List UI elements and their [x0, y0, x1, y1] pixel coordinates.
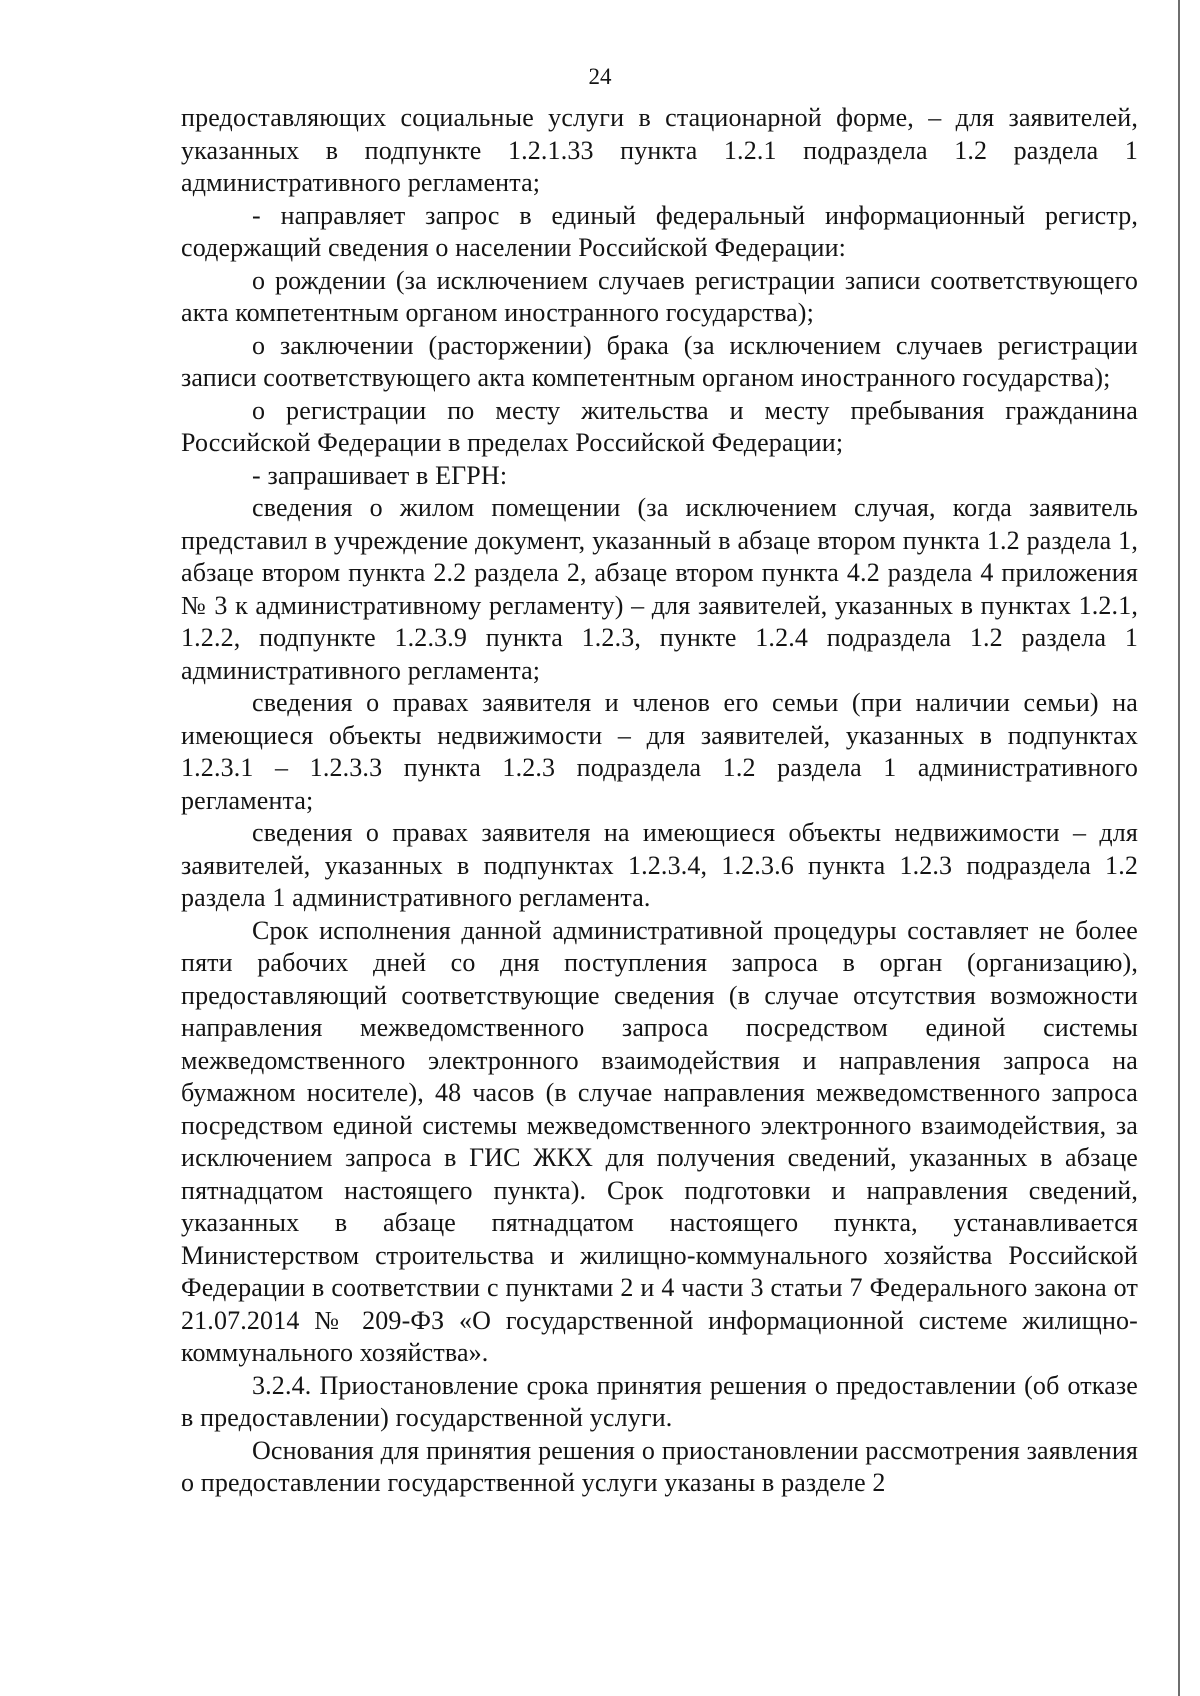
paragraph-marriage: о заключении (расторжении) брака (за исключением случаев регистрации записи соответствующего акта компетентным органом иностранного государства);: [181, 330, 1138, 392]
paragraph-register-request: - направляет запрос в единый федеральный информационный регистр, содержащий сведения о населении Российской Федерации:: [181, 200, 1138, 262]
page-edge-line: [1178, 0, 1180, 1696]
paragraph-birth: о рождении (за исключением случаев регистрации записи соответствующего акта компетентным органом иностранного государства);: [181, 265, 1138, 327]
paragraph-applicant-rights: сведения о правах заявителя на имеющиеся объекты недвижимости – для заявителей, указанных в подпунктах 1.2.3.4, 1.2.3.6 пункта 1.2.3 подраздела 1.2 раздела 1 административного регламента.: [181, 818, 1138, 912]
paragraph-dwelling-info: сведения о жилом помещении (за исключением случая, когда заявитель представил в учреждение документ, указанный в абзаце втором пункта 1.2 раздела 1, абзаце втором пункта 2.2 раздела 2, абзаце втором пункта 4.2 раздела 4 приложения № 3 к административному регламенту) – для заявителей, указанных в пунктах 1.2.1, 1.2.2, подпункте 1.2.3.9 пункта 1.2.3, пункте 1.2.4 подраздела 1.2 раздела 1 административного регламента;: [181, 493, 1138, 685]
paragraph-deadline: Срок исполнения данной административной процедуры составляет не более пяти рабочих дней со дня поступления запроса в орган (организацию), предоставляющий соответствующие сведения (в случае отсутствия возможности направления межведомственного запроса посредством единой системы межведомственного электронного взаимодействия и направления запроса на бумажном носителе), 48 часов (в случае направления межведомственного запроса посредством единой системы межведомственного электронного взаимодействия, за исключением запроса в ГИС ЖКХ для получения сведений, указанных в абзаце пятнадцатом настоящего пункта). Срок подготовки и направления сведений, указанных в абзаце пятнадцатом настоящего пункта, устанавливается Министерством строительства и жилищно-коммунального хозяйства Российской Федерации в соответствии с пунктами 2 и 4 части 3 статьи 7 Федерального закона от 21.07.2014 № 209-ФЗ «О государственной информационной системе жилищно-коммунального хозяйства».: [181, 915, 1138, 1367]
page-number: 24: [588, 64, 612, 89]
paragraph-egrn-request: - запрашивает в ЕГРН:: [252, 460, 508, 490]
paragraph-family-rights: сведения о правах заявителя и членов его семьи (при наличии семьи) на имеющиеся объекты недвижимости – для заявителей, указанных в подпунктах 1.2.3.1 – 1.2.3.3 пункта 1.2.3 подраздела 1.2 раздела 1 административного регламента;: [181, 688, 1138, 815]
paragraph-continuation: предоставляющих социальные услуги в стационарной форме, – для заявителей, указанных в подпункте 1.2.1.33 пункта 1.2.1 подраздела 1.2 раздела 1 административного регламента;: [181, 103, 1138, 197]
paragraph-registration: о регистрации по месту жительства и месту пребывания гражданина Российской Федерации в пределах Российской Федерации;: [181, 395, 1138, 457]
paragraph-suspension-grounds: Основания для принятия решения о приостановлении рассмотрения заявления о предоставлении государственной услуги указаны в разделе 2: [181, 1435, 1138, 1497]
document-body: [181, 102, 1138, 1500]
paragraph-section-3-2-4: 3.2.4. Приостановление срока принятия решения о предоставлении (об отказе в предоставлении) государственной услуги.: [181, 1370, 1138, 1432]
